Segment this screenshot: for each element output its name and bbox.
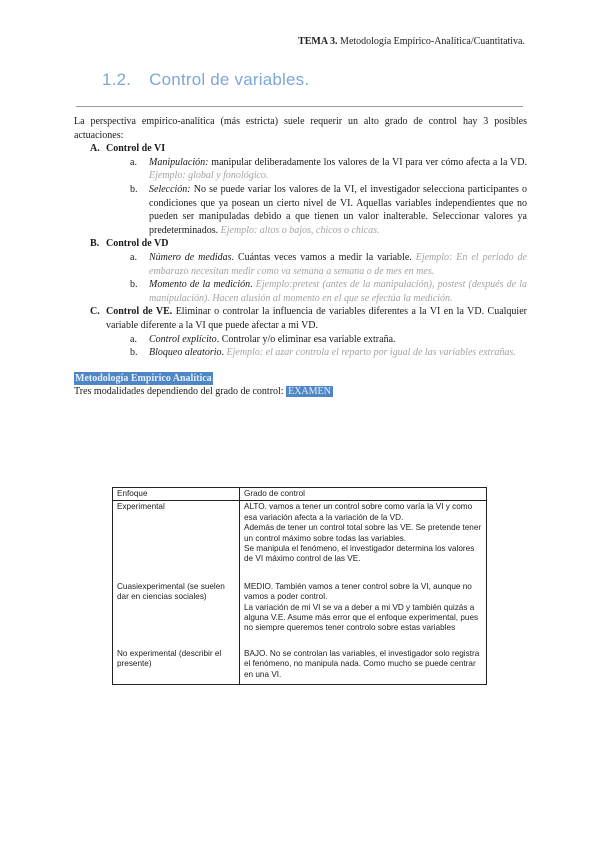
sublist-marker: b.	[130, 183, 138, 195]
modalidades-text: Tres modalidades dependiendo del grado de control:	[74, 386, 287, 398]
description: . Controlar y/o eliminar esa variable extraña.	[216, 333, 396, 345]
list-heading: Control de VI	[106, 143, 166, 155]
term: Control explícito	[149, 333, 217, 345]
term: Momento de la medición	[149, 279, 251, 291]
list-heading: Control de VD	[106, 238, 169, 250]
grado-cell	[240, 581, 487, 648]
list-heading: Control de VE.	[106, 306, 173, 318]
list-item-a	[74, 142, 527, 156]
enfoque-cell: Cuasiexperimental (se suelen dar en ciencias sociales)	[113, 581, 240, 648]
cell-line: La variación de mi VI se va a deber a mi VD y también quizás a alguna V.E. Asume más error que el enfoque experimental, pues no siempre queremos tener controlo sobre estas variables	[244, 602, 479, 633]
document-body	[74, 115, 527, 399]
description: Eliminar o controlar la influencia de variables diferentes a la VI en la VD. Cualquier variable diferente a la VI que puede afectar a mi VD.	[106, 306, 527, 331]
table-row	[113, 581, 487, 648]
sublist-marker: a.	[130, 251, 137, 263]
description: manipular deliberadamente los valores de la VI para ver cómo afecta a la VD.	[208, 156, 527, 168]
description: .	[250, 279, 256, 291]
term: Selección:	[149, 183, 191, 195]
cell-line: Además de tener un control total sobre las VE. Se pretende tener un control máximo sobre todas las variables.	[244, 523, 482, 543]
list-item-b	[74, 237, 527, 251]
sublist-item	[74, 278, 527, 305]
sublist-item	[74, 333, 527, 347]
term: Bloqueo aleatorio	[149, 347, 222, 359]
example-text: Ejemplo: global y fonológico.	[149, 170, 269, 182]
sublist-marker: a.	[130, 333, 137, 345]
description: . Cuántas veces vamos a medir la variable.	[231, 251, 416, 263]
enfoque-cell: Experimental	[113, 501, 240, 581]
sublist-marker: b.	[130, 279, 138, 291]
sublist-item	[74, 183, 527, 237]
section-title-text: Control de variables.	[149, 70, 310, 89]
table-row	[113, 501, 487, 581]
example-text: Ejemplo: el azar controla el reparto por igual de las variables extrañas.	[226, 347, 516, 359]
description: .	[221, 347, 227, 359]
grado-cell	[240, 648, 487, 685]
sublist-item	[74, 346, 527, 360]
cell-line: MEDIO. También vamos a tener control sobre la VI, aunque no vamos a poder control.	[244, 581, 472, 602]
page-header	[298, 36, 525, 47]
section-number: 1.2.	[102, 70, 132, 89]
highlighted-heading	[74, 372, 527, 386]
list-marker: A.	[90, 143, 100, 155]
control-table	[112, 487, 487, 685]
column-header: Enfoque	[113, 488, 240, 501]
modalidades-line	[74, 385, 527, 399]
highlight-text: Metodología Empírico Analítica	[75, 372, 212, 384]
example-text: Ejemplo: altos o bajos, chicos o chicas.	[220, 224, 380, 236]
header-topic-number: TEMA 3.	[298, 36, 338, 47]
grado-cell	[240, 501, 487, 581]
list-marker: B.	[90, 238, 100, 250]
term: Número de medidas	[149, 251, 232, 263]
cell-line: BAJO. No se controlan las variables, el investigador solo registra el fenómeno, no manipula nada. Como mucho se puede centrar en una VI.	[244, 648, 480, 679]
sublist-item	[74, 156, 527, 183]
cell-line: ALTO. vamos a tener un control sobre como varía la VI y como esa variación afecta a la variación de la VD.	[244, 502, 473, 522]
examen-badge: EXAMEN	[288, 386, 331, 398]
table-header-row	[113, 488, 487, 501]
section-divider	[76, 106, 523, 107]
section-title	[102, 70, 309, 90]
example-text: Ejemplo: En el periodo de embarazo necesitan medir como va semana a semana o de mes en mes.	[149, 251, 527, 277]
cell-line: Se manipula el fenómeno, el investigador determina los valores de VI máximo control de las VE.	[244, 544, 475, 564]
example-text: Ejemplo:pretest (antes de la manipulación), postest (después de la manipulación). Hacen alusión al momento en el que se efectúa la medición.	[149, 279, 528, 304]
sublist-marker: b.	[130, 347, 138, 359]
column-header: Grado de control	[240, 488, 487, 501]
sublist-marker: a.	[130, 156, 137, 168]
list-marker: C.	[90, 306, 100, 318]
term: Manipulación:	[149, 156, 209, 168]
list-item-c	[74, 305, 527, 332]
enfoque-cell: No experimental (describir el presente)	[113, 648, 240, 685]
header-topic-title: Metodología Empírico-Analítica/Cuantitativa.	[337, 36, 525, 47]
intro-paragraph: La perspectiva empírico-analítica (más estricta) suele requerir un alto grado de control hay 3 posibles actuaciones:	[74, 116, 527, 141]
table-row	[113, 648, 487, 685]
description: No se puede variar los valores de la VI, el investigador selecciona participantes o condiciones que ya posean un cierto nivel de VI. Aquellas variables independientes que no pueden ser manipuladas debido a que tienen un valor inalterable. Seleccionar valores ya predeterminados.	[149, 183, 527, 236]
sublist-item	[74, 251, 527, 278]
